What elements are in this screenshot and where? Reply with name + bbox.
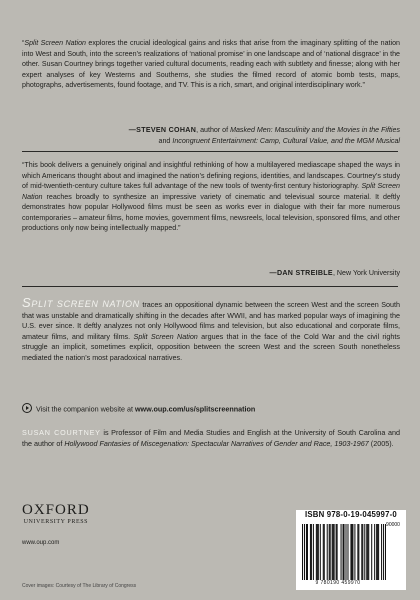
barcode-bar: [336, 524, 337, 580]
quote-cohan: [22, 38, 400, 91]
barcode-bar: [304, 524, 305, 580]
bio-text: is Professor of Film and Media Studies and English at the University of South Carolina and the author of: [22, 428, 400, 448]
barcode-bar: [313, 524, 314, 580]
attribution-streible: [20, 268, 400, 279]
barcode-bar: [383, 524, 384, 580]
attribution-text: , author of: [196, 126, 231, 134]
description-text: argues that in the face of the Cold War and the civil rights struggle an implicit, sometimes explicit, opposition between the screen West and the screen South nonetheless mediated the nation’s most paradoxical narratives.: [22, 331, 401, 362]
book-title: Split Screen Nation: [24, 39, 86, 47]
barcode-bar: [323, 524, 324, 580]
quote-text: “This book delivers a genuinely original and insightful rethinking of how a multilayered mediascape shaped the ways in which Americans thought about and imagined the nation’s defining regions, identities, and landscapes. Courtney’s study of mid-twentieth-century culture takes full advantage of the new tools of twenty-first century historiography.: [22, 161, 400, 190]
barcode-bar: [385, 524, 386, 580]
barcode-bar: [316, 524, 317, 580]
barcode-digits: 9 780190 459970: [315, 580, 361, 586]
description-title: [22, 295, 140, 310]
barcode-bar: [330, 524, 331, 580]
description-text: traces an oppositional dynamic between the screen West and the screen South that was unstable and dramatically shifting in the decades after WWII, and has marked popular ways of imagining the U.S. ever since. It deftly analyzes not only Hollywood films and television, but also educational and corporate films, amateur films, and military films.: [22, 300, 400, 341]
barcode-bar: [318, 524, 319, 580]
barcode-bar: [306, 524, 307, 580]
dropcap-letter: S: [22, 295, 32, 310]
publisher-logo: [22, 503, 90, 525]
cover-credit: Cover images: Courtesy of The Library of Congress: [22, 583, 137, 589]
arrow-circle-icon: [22, 403, 32, 413]
quote-text: reaches broadly to synthesize an impressive variety of cinematic and televisual source material. It deftly demonstrates how popular Hollywood films must be seen as works ever in dialogue with their far more numerous contemporaries – amateur films, home movies, government films, newsreels, local television, sponsored films, and other productions only now being intellectually mapped.”: [22, 192, 400, 232]
attribution-book: Incongruent Entertainment: Camp, Cultural Value, and the MGM Musical: [172, 136, 400, 145]
barcode-bar: [368, 524, 369, 580]
barcode-bar: [302, 524, 303, 580]
logo-word: [22, 503, 90, 518]
barcode-bar: [366, 524, 367, 580]
quote-text: “: [22, 39, 25, 47]
attribution-name: —STEVEN COHAN: [128, 126, 197, 134]
barcode-bar: [364, 524, 365, 580]
attribution-name: —DAN STREIBLE: [269, 269, 333, 277]
isbn-label: ISBN 978-0-19-045997-0: [305, 510, 397, 519]
barcode-bar: [357, 524, 358, 580]
logo-subtitle: UNIVERSITY PRESS: [23, 519, 89, 525]
attribution-cohan: [20, 125, 400, 146]
title-smallcaps: PLIT SCREEN NATION: [31, 299, 140, 309]
book-title: Split Screen Nation: [22, 182, 400, 201]
book-description: [22, 295, 401, 364]
barcode-bar: [324, 524, 325, 580]
divider: [22, 286, 398, 287]
attribution-book: Masked Men: Masculinity and the Movies in the Fifties: [230, 126, 400, 134]
companion-url[interactable]: www.oup.com/us/splitscreennation: [134, 404, 256, 414]
logo-word-text: OXFORD: [22, 502, 90, 518]
publisher-website[interactable]: www.oup.com: [22, 540, 60, 546]
barcode-bar: [361, 524, 362, 580]
barcode-bar: [381, 524, 382, 580]
quote-streible: [22, 160, 400, 234]
barcode-bar: [347, 524, 348, 580]
bio-text: (2005).: [368, 438, 394, 448]
barcode-bar: [345, 524, 346, 580]
divider: [22, 151, 398, 152]
barcode-bar: [351, 524, 352, 580]
barcode-bars: [302, 524, 386, 580]
price-code: 90000: [386, 522, 400, 528]
barcode-bar: [320, 524, 321, 580]
book-title: Split Screen Nation: [133, 331, 198, 341]
barcode-bar: [337, 524, 338, 580]
barcode-bar: [362, 524, 363, 580]
barcode-bar: [378, 524, 379, 580]
barcode-bar: [374, 524, 375, 580]
barcode-bar: [332, 524, 333, 580]
barcode-bar: [334, 524, 335, 580]
barcode-bar: [354, 524, 355, 580]
author-name: SUSAN COURTNEY: [22, 428, 101, 437]
barcode-bar: [377, 524, 378, 580]
barcode-bar: [341, 524, 342, 580]
barcode-bar: [367, 524, 368, 580]
barcode-bar: [350, 524, 351, 580]
barcode-bar: [333, 524, 334, 580]
barcode-bar: [343, 524, 344, 580]
barcode-bar: [371, 524, 372, 580]
quote-text: explores the crucial ideological gains and risks that arise from the imaginary splitting of the nation into West and South, into the screen’s realizations of ‘national promise’ in one landscape and of ‘national disgrace’ in the other. Susan Courtney brings together varied cultural documents, reading each with subtlety and finesse; along with her expert analyses of key Westerns and Southerns, she studies the filmed record of atomic bomb tests, maps, photographs, advertisements, found footage, and TV. This is a rich, smart, and original interdisciplinary work.”: [22, 39, 400, 89]
barcode-bar: [311, 524, 312, 580]
author-bio: [22, 428, 400, 449]
companion-website: [22, 403, 400, 415]
barcode-bar: [358, 524, 359, 580]
attribution-text: , New York University: [332, 269, 400, 277]
barcode-bar: [376, 524, 377, 580]
barcode-bar: [327, 524, 328, 580]
attribution-text: and: [158, 136, 173, 145]
barcode-bar: [344, 524, 345, 580]
companion-text: Visit the companion website at: [36, 404, 135, 414]
barcode-bar: [329, 524, 330, 580]
barcode-bar: [310, 524, 311, 580]
barcode-bar: [352, 524, 353, 580]
barcode-bar: [307, 524, 308, 580]
barcode-bar: [317, 524, 318, 580]
barcode-box: [296, 510, 406, 590]
author-book: Hollywood Fantasies of Miscegenation: Spectacular Narratives of Gender and Race, 1903-1967: [64, 438, 369, 448]
